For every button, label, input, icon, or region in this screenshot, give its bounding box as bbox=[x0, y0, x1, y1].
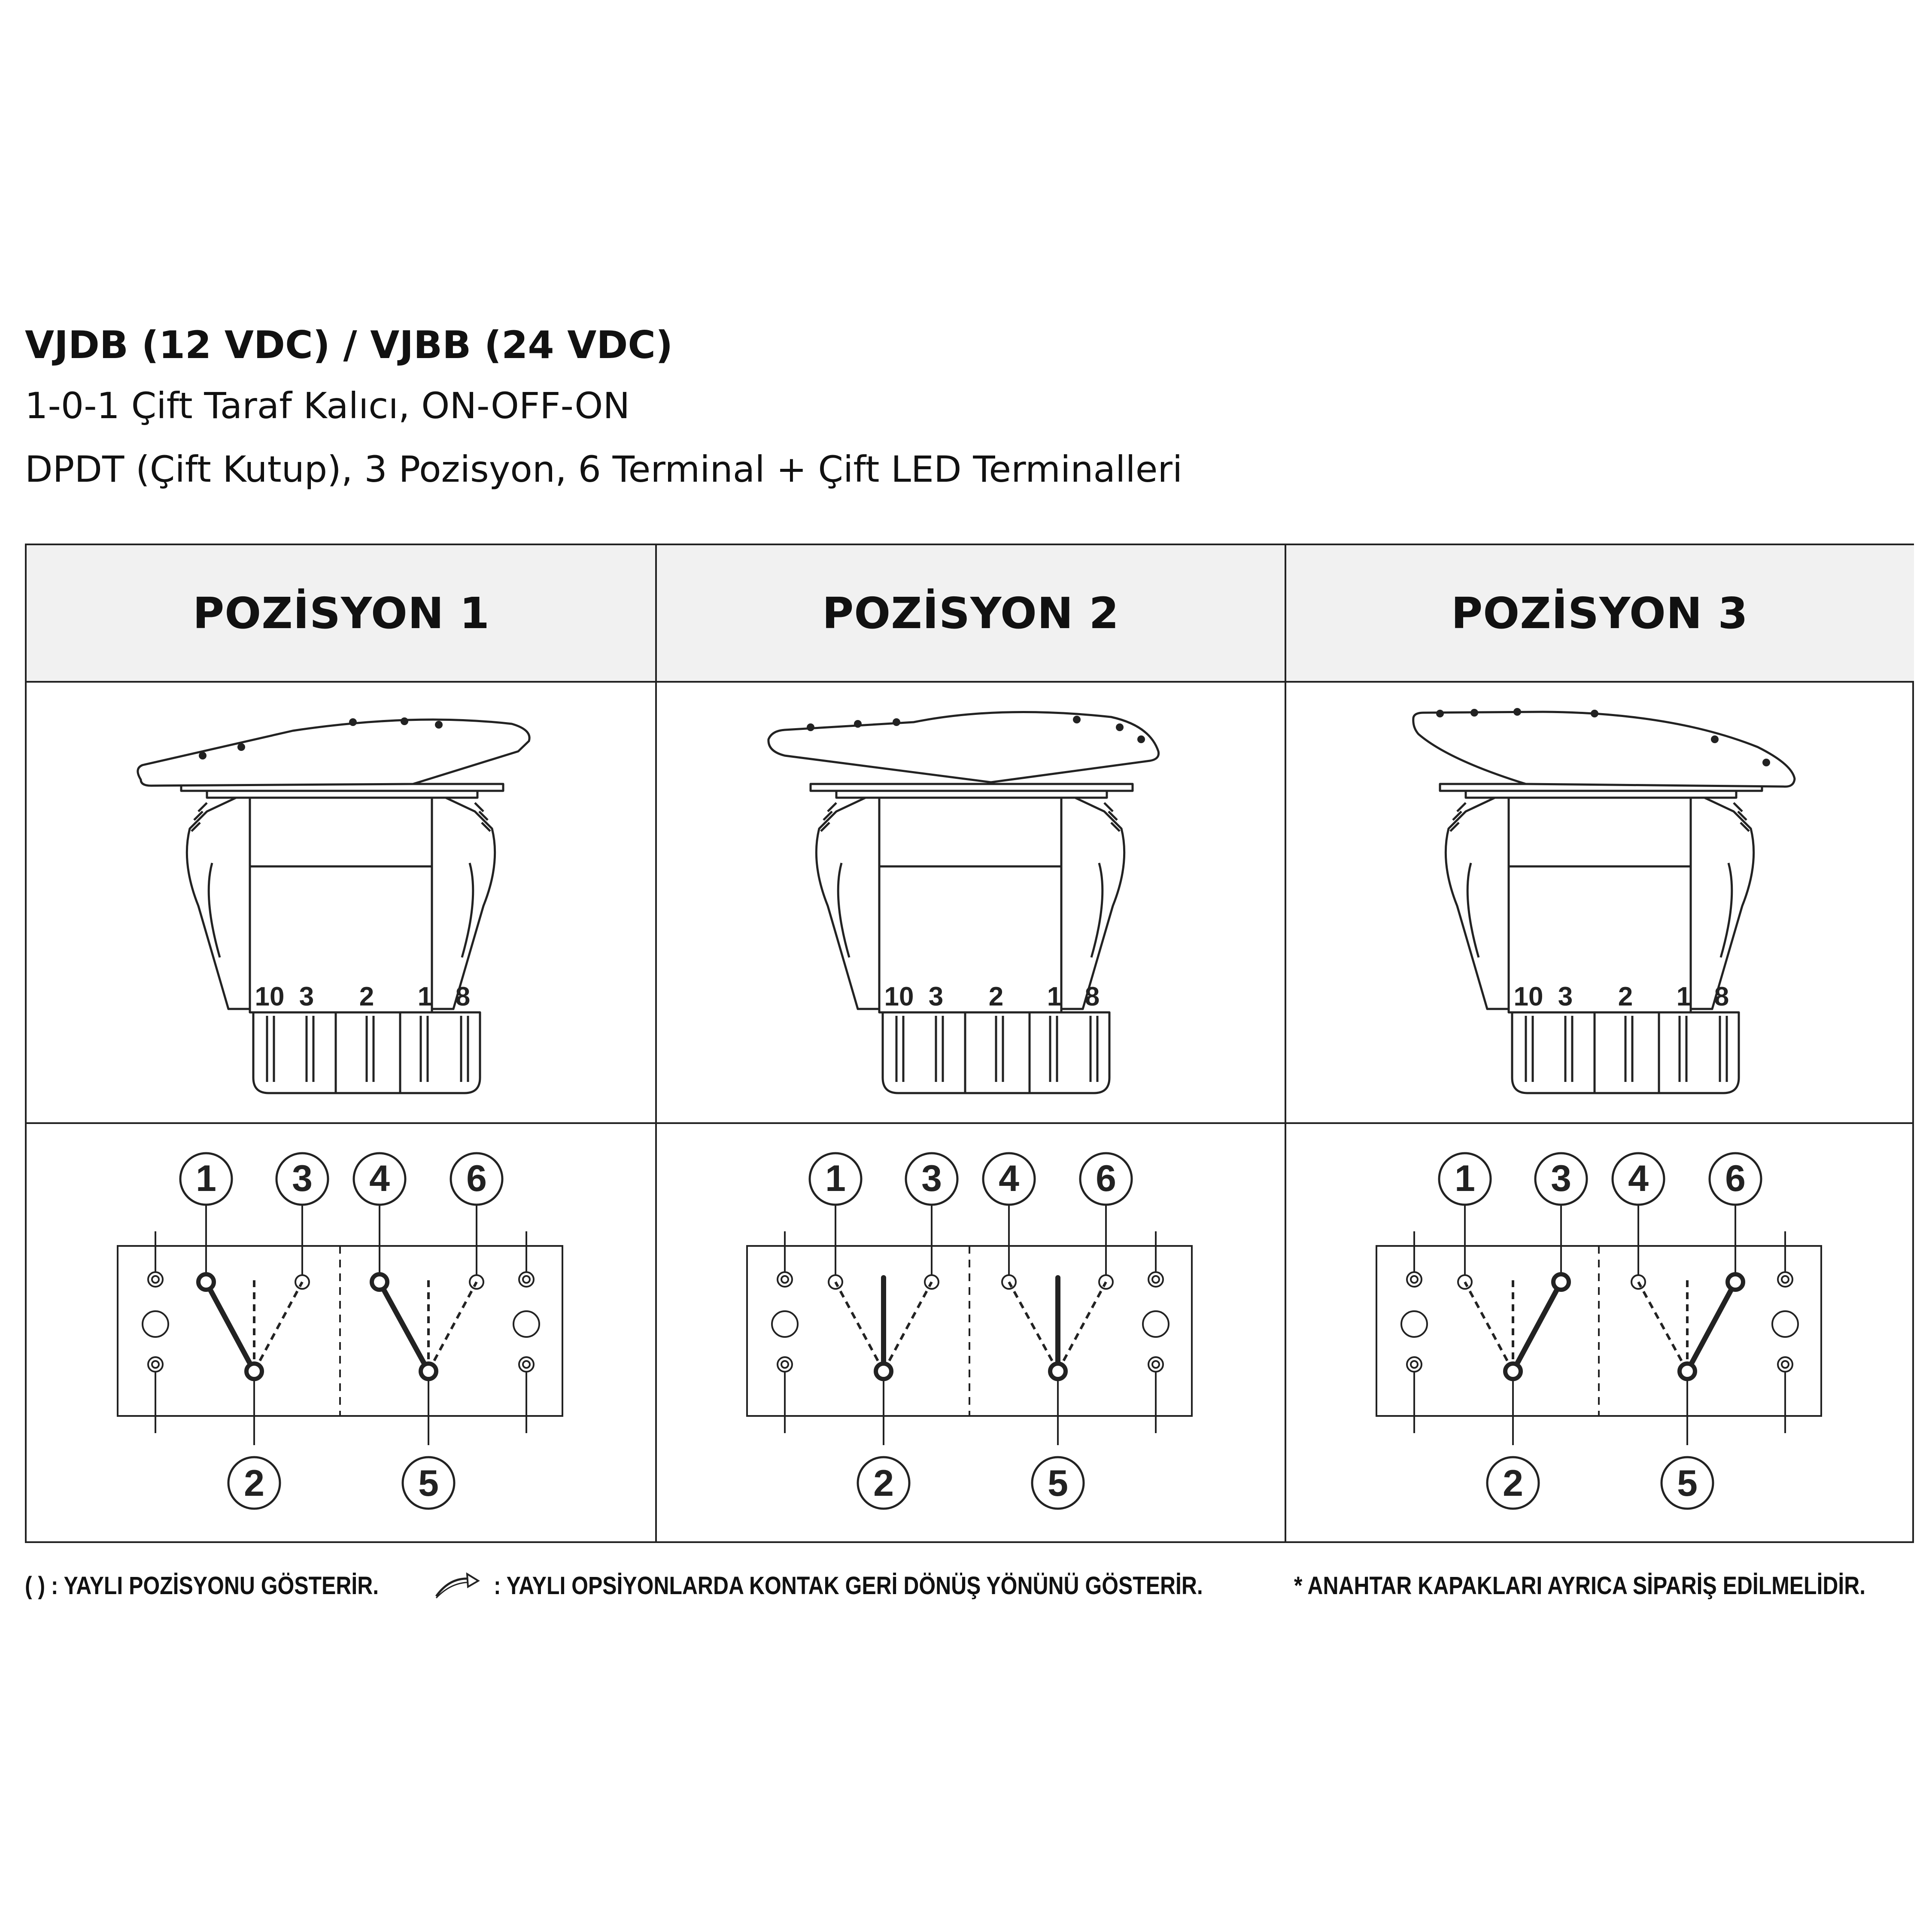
rocker-cap bbox=[138, 720, 529, 786]
cap-dot bbox=[1513, 708, 1521, 716]
cap-dot bbox=[1711, 735, 1719, 743]
switch-outline bbox=[138, 720, 529, 1093]
led-left-terminal bbox=[778, 1272, 792, 1287]
footer-note-caps: * ANAHTAR KAPAKLARI AYRICA SİPARİŞ EDİLMELİDİR. bbox=[1294, 1572, 1866, 1600]
terminal-number: 4 bbox=[999, 1158, 1019, 1199]
led-right-terminal bbox=[1778, 1357, 1792, 1372]
pin-label: 2 bbox=[988, 982, 1004, 1012]
cap-dot bbox=[1137, 735, 1145, 743]
housing-body bbox=[250, 798, 432, 1012]
terminal-number: 3 bbox=[292, 1158, 313, 1199]
led-right-terminal bbox=[519, 1272, 534, 1287]
closed-contact bbox=[372, 1274, 387, 1290]
cap-dot bbox=[237, 743, 245, 751]
led-right-lamp bbox=[513, 1311, 539, 1337]
subtitle-function: 1-0-1 Çift Taraf Kalıcı, ON-OFF-ON bbox=[25, 385, 630, 427]
cap-dot bbox=[435, 721, 443, 729]
left-latch bbox=[1446, 798, 1509, 1009]
common-pivot bbox=[1050, 1364, 1066, 1379]
position-table bbox=[25, 544, 1914, 1543]
terminal-number: 5 bbox=[1677, 1463, 1698, 1504]
led-left-terminal bbox=[1407, 1357, 1422, 1372]
closed-contact bbox=[198, 1274, 214, 1290]
footer-note-spring-return: : YAYLI OPSİYONLARDA KONTAK GERİ DÖNÜŞ YÖNÜNÜ GÖSTERİR. bbox=[494, 1572, 1203, 1600]
switch-outline bbox=[1413, 712, 1795, 1093]
position-1-circuit-cell bbox=[27, 1124, 655, 1543]
cap-dot bbox=[1470, 709, 1478, 717]
cap-dot bbox=[1116, 723, 1124, 731]
page-title: VJDB (12 VDC) / VJBB (24 VDC) bbox=[25, 323, 673, 367]
led-right-lamp bbox=[1143, 1311, 1169, 1337]
pin-label: 8 bbox=[1714, 982, 1729, 1012]
common-pivot bbox=[421, 1364, 436, 1379]
pin-label: 10 bbox=[884, 982, 914, 1012]
terminal-number: 5 bbox=[1048, 1463, 1068, 1504]
closed-contact bbox=[1728, 1274, 1743, 1290]
terminal-number: 2 bbox=[244, 1463, 264, 1504]
position-2-switch-cell bbox=[656, 683, 1285, 1122]
led-right-terminal bbox=[519, 1357, 534, 1372]
position-3-header: POZİSYON 3 bbox=[1285, 545, 1914, 681]
cap-dot bbox=[1762, 759, 1770, 766]
cap-dot bbox=[401, 717, 408, 725]
common-pivot bbox=[246, 1364, 262, 1379]
led-left-lamp bbox=[143, 1311, 168, 1337]
position-2-circuit-cell bbox=[656, 1124, 1285, 1543]
cap-dot bbox=[1591, 710, 1598, 717]
led-left-terminal bbox=[778, 1357, 792, 1372]
led-left-terminal bbox=[148, 1272, 163, 1287]
pin-label: 2 bbox=[359, 982, 374, 1012]
led-right-terminal bbox=[1148, 1357, 1163, 1372]
terminal-number: 1 bbox=[825, 1158, 846, 1199]
terminal-number: 3 bbox=[921, 1158, 942, 1199]
common-pivot bbox=[1505, 1364, 1521, 1379]
footer-note-spring-position: ( ) : YAYLI POZİSYONU GÖSTERİR. bbox=[25, 1572, 379, 1600]
pin-label: 1 bbox=[1047, 982, 1062, 1012]
cap-dot bbox=[199, 752, 207, 759]
terminal-number: 3 bbox=[1551, 1158, 1571, 1199]
housing-body bbox=[879, 798, 1061, 1012]
terminal-number: 4 bbox=[369, 1158, 390, 1199]
led-right-lamp bbox=[1772, 1311, 1798, 1337]
position-3-circuit-cell bbox=[1285, 1124, 1914, 1543]
led-left-terminal bbox=[148, 1357, 163, 1372]
terminal-number: 6 bbox=[1725, 1158, 1746, 1199]
pin-label: 3 bbox=[928, 982, 944, 1012]
cap-dot bbox=[854, 720, 862, 728]
pin-label: 8 bbox=[455, 982, 471, 1012]
cap-dot bbox=[893, 718, 900, 726]
left-latch bbox=[187, 798, 250, 1009]
position-1-header: POZİSYON 1 bbox=[27, 545, 656, 681]
terminal-number: 2 bbox=[1503, 1463, 1523, 1504]
circuit-diagram bbox=[27, 1124, 655, 1543]
right-latch bbox=[432, 798, 495, 1009]
led-right-terminal bbox=[1778, 1272, 1792, 1287]
pin-label: 8 bbox=[1084, 982, 1100, 1012]
switch-outline bbox=[769, 712, 1159, 1093]
terminal-number: 1 bbox=[1455, 1158, 1475, 1199]
led-left-lamp bbox=[772, 1311, 798, 1337]
closed-contact bbox=[1553, 1274, 1569, 1290]
common-pivot bbox=[876, 1364, 891, 1379]
pin-label: 10 bbox=[255, 982, 285, 1012]
cap-dot bbox=[1073, 716, 1081, 723]
common-pivot bbox=[1680, 1364, 1695, 1379]
rocker-cap bbox=[1413, 712, 1795, 787]
housing-body bbox=[1509, 798, 1691, 1012]
right-latch bbox=[1061, 798, 1124, 1009]
circuit-diagram bbox=[656, 1124, 1285, 1543]
led-left-terminal bbox=[1407, 1272, 1422, 1287]
terminal-number: 4 bbox=[1628, 1158, 1649, 1199]
terminal-number: 2 bbox=[873, 1463, 894, 1504]
pin-label: 10 bbox=[1513, 982, 1543, 1012]
position-1-switch-cell bbox=[27, 683, 655, 1122]
circuit-diagram bbox=[1285, 1124, 1914, 1543]
rocker-switch-drawing bbox=[27, 683, 655, 1122]
pin-label: 3 bbox=[1558, 982, 1573, 1012]
rocker-cap bbox=[769, 712, 1159, 782]
cap-dot bbox=[349, 718, 357, 726]
subtitle-spec: DPDT (Çift Kutup), 3 Pozisyon, 6 Terminal + Çift LED Terminalleri bbox=[25, 448, 1183, 490]
pin-label: 3 bbox=[299, 982, 314, 1012]
curved-arrow-icon bbox=[434, 1571, 481, 1601]
terminal-number: 1 bbox=[196, 1158, 216, 1199]
led-right-terminal bbox=[1148, 1272, 1163, 1287]
led-left-lamp bbox=[1401, 1311, 1427, 1337]
terminal-number: 6 bbox=[466, 1158, 487, 1199]
rocker-switch-drawing bbox=[656, 683, 1285, 1122]
pin-label: 2 bbox=[1618, 982, 1633, 1012]
cap-dot bbox=[807, 723, 814, 731]
terminal-number: 6 bbox=[1096, 1158, 1116, 1199]
position-3-switch-cell bbox=[1285, 683, 1914, 1122]
cap-dot bbox=[1436, 710, 1444, 717]
rocker-switch-drawing bbox=[1285, 683, 1914, 1122]
left-latch bbox=[816, 798, 879, 1009]
right-latch bbox=[1691, 798, 1754, 1009]
pin-label: 1 bbox=[417, 982, 433, 1012]
terminal-number: 5 bbox=[418, 1463, 439, 1504]
position-2-header: POZİSYON 2 bbox=[656, 545, 1285, 681]
pin-label: 1 bbox=[1676, 982, 1692, 1012]
